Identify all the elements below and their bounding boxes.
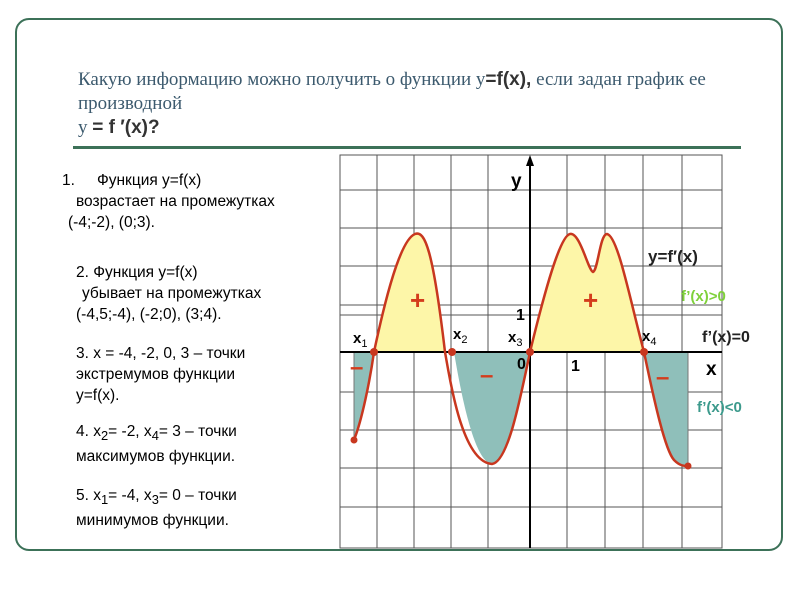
item-line: (-4;-2), (0;3). [68,214,155,231]
x-axis-label: x [706,359,717,380]
item-line: (-4,5;-4), (-2;0), (3;4). [76,306,222,323]
x-tick-one: 1 [571,358,580,375]
point-x3 [526,348,534,356]
minus-sign-2: – [480,362,494,389]
item-line: = 3 – точки [158,423,237,440]
point-x2 [448,348,456,356]
item-line: Функция y=f(x) [96,172,202,189]
title-text: Какую информацию можно получить о функции у [78,69,486,90]
point-label-x3: $x_3$ [508,329,523,349]
point-x1 [370,348,378,356]
title-text-3: у [78,117,93,138]
item-number: 1. [62,172,75,189]
item-line: экстремумов функции [76,366,236,383]
item-line: максимумов функции. [76,448,236,466]
title-text-2: если задан график ее производной [78,69,706,114]
positive-derivative-label: f’(x)>0 [681,288,726,305]
point-label-x4: $x_4$ [642,328,657,348]
title-eq-f: =f(x), [485,69,532,90]
zero-derivative-label: f’(x)=0 [702,329,750,346]
item-line: y=f(x). [76,387,120,404]
title-eq-derivative: = f ′(x)? [92,117,160,138]
item-line: = -2, x [108,423,152,440]
plus-sign-2: + [583,285,599,315]
origin-label: 0 [517,356,526,373]
negative-derivative-label: f’(x)<0 [697,399,742,416]
y-axis-label: y [511,171,522,192]
minus-sign-3: – [656,364,670,391]
plus-sign-1: + [410,285,426,315]
item-line: возрастает на промежутках [76,193,275,210]
minus-sign-1: – [350,354,364,381]
item-line: = -4, x [108,487,152,504]
point-label-x2: $x_2$ [453,326,468,346]
item-subscript: 2 [100,428,109,444]
curve-label: y=f′(x) [648,247,698,266]
item-line: = 0 – точки [158,487,237,504]
point-x4 [640,348,648,356]
item-line: 3. х = -4, -2, 0, 3 – точки [76,345,246,362]
y-tick-one: 1 [516,307,525,324]
item-subscript: 3 [151,492,159,508]
item-line: 2. Функция y=f(x) [76,264,198,281]
item-line: убывает на промежутках [82,285,262,302]
item-line: 4. x [76,423,101,440]
curve-start-point [351,437,358,444]
item-subscript: 4 [151,428,159,444]
item-line: минимумов функции. [76,512,229,530]
curve-end-point [685,463,692,470]
item-subscript: 1 [100,492,109,508]
point-label-x1: $x_1$ [353,330,368,350]
item-line: 5. x [76,487,101,504]
